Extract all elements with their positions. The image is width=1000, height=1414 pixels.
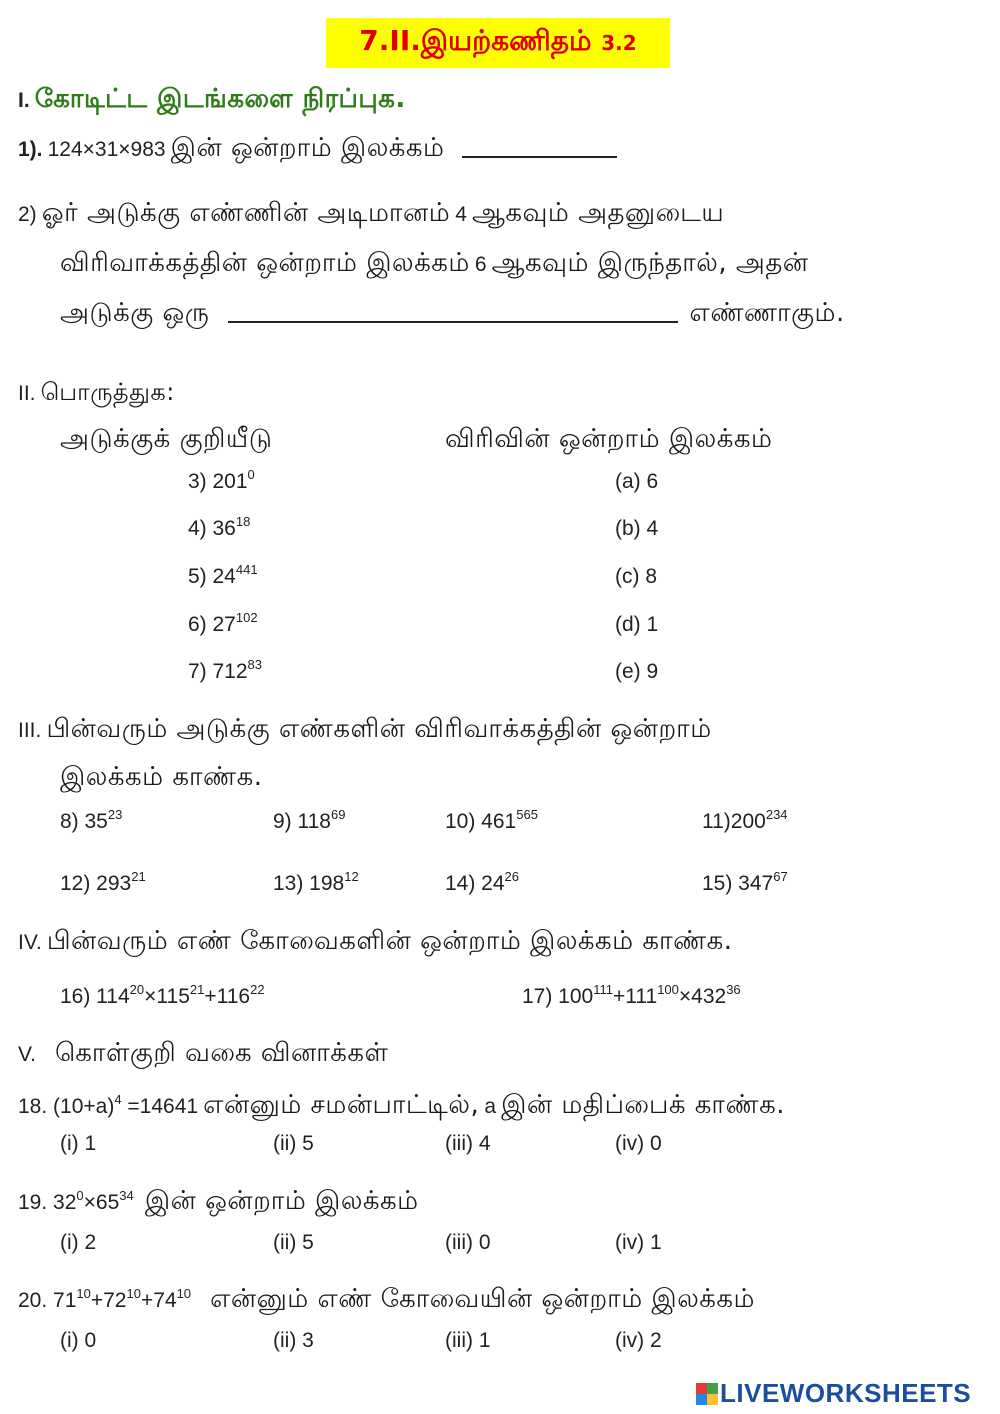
q18-option-1[interactable]: (i) 1 [60,1132,97,1155]
q18-option-2[interactable]: (ii) 5 [273,1132,314,1155]
exercise-label: 9) 118 [273,810,331,833]
q1-answer-blank[interactable] [462,156,617,158]
q1-text: இன் ஒன்றாம் இலக்கம் [170,133,445,163]
q20-text: என்னும் எண் கோவையின் ஒன்றாம் இலக்கம் [210,1284,755,1314]
q20-option-4[interactable]: (iv) 2 [615,1329,662,1352]
exercise-9 [273,807,346,834]
exercise-13 [273,869,359,896]
exponent: 21 [189,982,205,997]
exponent: 4 [114,1092,122,1107]
exponent: 34 [119,1188,134,1203]
exponent: 234 [765,807,788,822]
section3-heading [18,714,712,747]
q1-number: 1). [18,138,43,161]
q20-option-2[interactable]: (ii) 3 [273,1329,314,1352]
q2-line1-text-b: ஆகவும் அதனுடைய [472,198,725,228]
q19-option-1[interactable]: (i) 2 [60,1231,97,1254]
section4-numeral: IV. [18,931,42,954]
exponent: 18 [235,514,251,529]
match-item-label: 4) 36 [188,517,236,540]
exercise-10 [445,807,538,834]
question-19 [18,1186,419,1219]
exponent: 441 [235,562,258,577]
exponent: 10 [126,1286,141,1301]
exponent: 69 [331,807,346,822]
question-18 [18,1090,785,1123]
section2-heading [18,378,175,409]
match-item-5 [188,562,258,589]
match-option-a: (a) 6 [615,470,659,493]
exercise-11 [702,807,788,834]
section5-title: கொள்குறி வகை வினாக்கள் [55,1038,389,1068]
exponent: 22 [250,982,265,997]
exponent: 0 [76,1188,84,1203]
q2-line2-text-a: விரிவாக்கத்தின் ஒன்றாம் இலக்கம் [60,248,470,278]
exercise-label: 8) 35 [60,810,108,833]
exercise-16 [60,982,265,1009]
exercise-label: 11)200 [702,810,766,833]
q19-option-4[interactable]: (iv) 1 [615,1231,662,1254]
exercise-14 [445,869,520,896]
title-suffix: 3.2 [601,31,637,55]
q20-option-3[interactable]: (iii) 1 [445,1329,491,1352]
exercise-label: 10) 461 [445,810,517,833]
exponent: 20 [129,982,145,997]
q18-option-3[interactable]: (iii) 4 [445,1132,491,1155]
title-main: 7.II.இயற்கணிதம் [359,24,592,57]
section5-numeral: V. [18,1043,36,1066]
question-20 [18,1284,755,1317]
match-column-right-header: விரிவின் ஒன்றாம் இலக்கம் [445,424,773,454]
q2-line1-num: 4 [455,203,467,226]
exponent: 67 [773,869,788,884]
section3-title-line1: பின்வரும் அடுக்கு எண்களின் விரிவாக்கத்தின் ஒன்றாம் [46,714,712,744]
section2-title: பொருத்துக: [40,378,175,406]
section4-title: பின்வரும் எண் கோவைகளின் ஒன்றாம் இலக்கம் காண்க. [46,926,733,956]
exercise-15 [702,869,788,896]
q19-text: இன் ஒன்றாம் இலக்கம் [144,1186,419,1216]
expr-part: +111 [613,985,658,1008]
exponent: 565 [516,807,538,822]
q19-option-2[interactable]: (ii) 5 [273,1231,314,1254]
liveworksheets-logo[interactable] [696,1378,971,1409]
section3-numeral: III. [18,719,42,742]
exponent: 21 [131,869,146,884]
page-title [326,24,670,61]
q19-option-3[interactable]: (iii) 0 [445,1231,491,1254]
exponent: 10 [76,1286,91,1301]
exercise-label: 14) 24 [445,872,505,895]
expr-part: =14641 [127,1095,199,1118]
expr-part: 20. 71 [18,1289,77,1312]
exponent: 111 [593,982,613,997]
match-item-label: 7) 712 [188,660,248,683]
exponent: 83 [247,657,263,672]
exponent: 36 [726,982,741,997]
q2-line2-text-b: ஆகவும் இருந்தால், அதன் [491,248,809,278]
match-option-c: (c) 8 [615,565,657,588]
q2-line3-text-a: அடுக்கு ஒரு [60,298,210,328]
match-item-label: 5) 24 [188,565,236,588]
expr-part: +72 [90,1289,127,1312]
match-option-e: (e) 9 [615,660,659,683]
question-1 [18,133,617,166]
exercise-17 [522,982,741,1009]
section2-numeral: II. [18,382,36,405]
expr-part: ×115 [144,985,190,1008]
match-item-7 [188,657,263,684]
exponent: 23 [107,807,123,822]
q18-option-4[interactable]: (iv) 0 [615,1132,662,1155]
expr-part: 18. (10+a) [18,1095,115,1118]
match-option-b: (b) 4 [615,517,659,540]
q18-variable: a [484,1095,496,1118]
exercise-label: 12) 293 [60,872,132,895]
expr-part: ×65 [83,1191,120,1214]
exercise-12 [60,869,146,896]
match-item-label: 3) 201 [188,470,248,493]
exercise-label: 15) 347 [702,872,774,895]
section3-title-line2: இலக்கம் காண்க. [60,762,263,792]
q2-line1-text-a: ஓர் அடுக்கு எண்ணின் அடிமானம் [41,198,451,228]
exponent: 10 [176,1286,192,1301]
expr-part: +116 [204,985,251,1008]
q18-text-a: என்னும் சமன்பாட்டில், [203,1090,480,1120]
section5-heading [18,1038,389,1071]
match-option-d: (d) 1 [615,613,659,636]
question-2-line3 [60,298,845,331]
question-2-line1 [18,198,724,231]
q2-line3-text-b: எண்ணாகும். [689,298,845,328]
exponent: 100 [657,982,679,997]
exercise-label: 13) 198 [273,872,345,895]
q18-text-b: இன் மதிப்பைக் காண்க. [501,1090,785,1120]
expr-part: 16) 114 [60,985,130,1008]
section1-heading [18,84,406,117]
match-item-4 [188,514,251,541]
question-2-line2 [60,248,808,281]
exponent: 0 [247,467,255,482]
exponent: 102 [235,610,258,625]
exponent: 12 [344,869,359,884]
exercise-8 [60,807,123,834]
expr-part: 17) 100 [522,985,594,1008]
match-item-label: 6) 27 [188,613,236,636]
expr-part: +74 [140,1289,177,1312]
q2-line2-num: 6 [474,253,487,276]
section1-title: கோடிட்ட இடங்களை நிரப்புக. [34,84,406,114]
q2-number: 2) [18,203,37,226]
expr-part: 19. 32 [18,1191,77,1214]
expr-part: ×432 [678,985,727,1008]
match-item-3 [188,467,255,494]
section4-heading [18,926,733,959]
liveworksheets-mark-icon [696,1383,718,1405]
liveworksheets-text: LIVEWORKSHEETS [720,1378,972,1408]
q1-expression: 124×31×983 [47,138,166,161]
q20-option-1[interactable]: (i) 0 [60,1329,97,1352]
section1-numeral: I. [18,89,30,112]
match-item-6 [188,610,258,637]
q2-answer-blank[interactable] [228,321,678,323]
match-column-left-header: அடுக்குக் குறியீடு [60,424,273,454]
exponent: 26 [504,869,520,884]
